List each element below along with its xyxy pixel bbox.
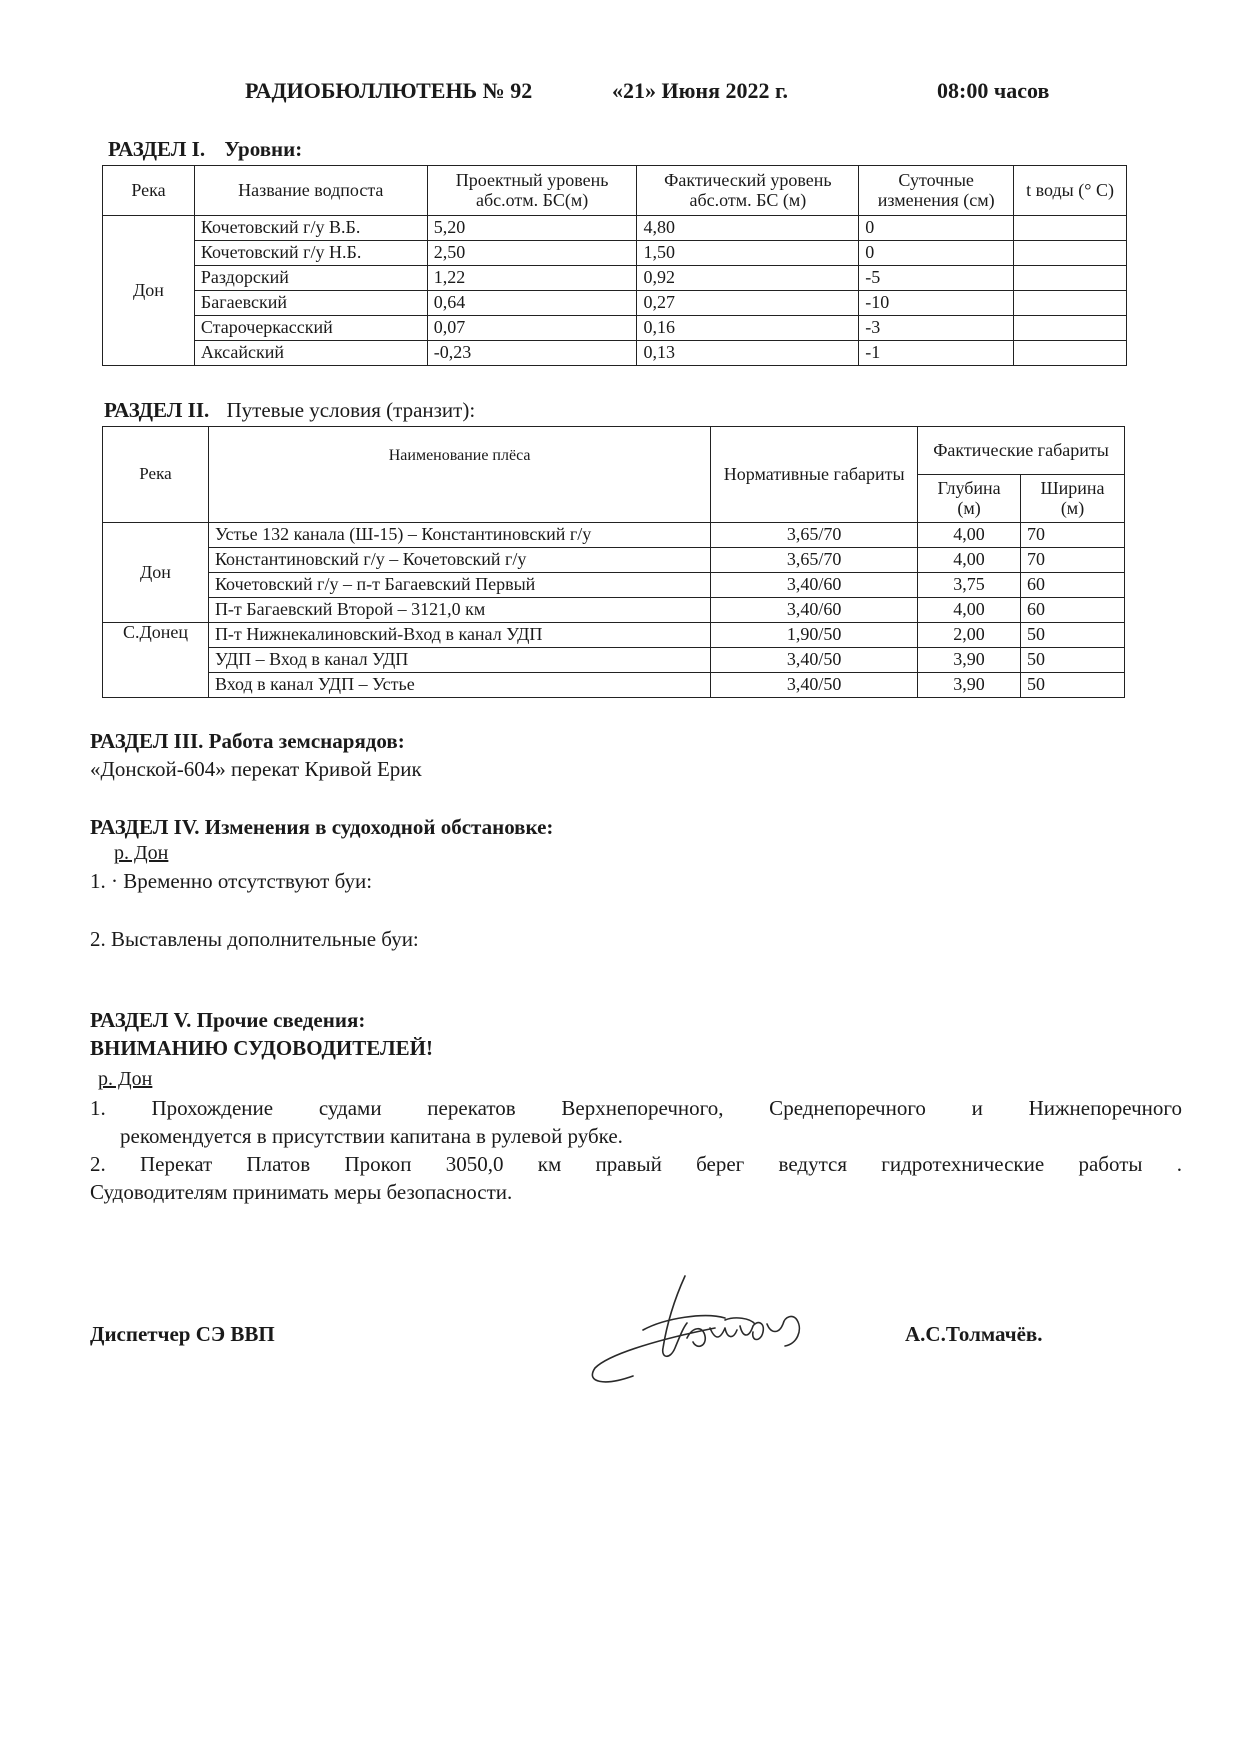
reach-cell: Устье 132 канала (Ш-15) – Константиновский г/у (208, 523, 710, 548)
reach-cell: Константиновский г/у – Кочетовский г/у (208, 548, 710, 573)
col-daily-change: Суточные изменения (см) (859, 166, 1014, 216)
daily-cell: 0 (859, 241, 1014, 266)
width-cell: 70 (1021, 523, 1125, 548)
design-cell: 5,20 (427, 216, 637, 241)
depth-cell: 3,90 (918, 648, 1021, 673)
temp-cell (1014, 216, 1127, 241)
col-river: Река (103, 427, 209, 523)
col-reach: Наименование плёса (208, 427, 710, 523)
temp-cell (1014, 316, 1127, 341)
temp-cell (1014, 291, 1127, 316)
design-cell: -0,23 (427, 341, 637, 366)
reach-cell: П-т Нижнекалиновский-Вход в канал УДП (208, 623, 710, 648)
normative-cell: 3,65/70 (711, 548, 918, 573)
col-river: Река (103, 166, 195, 216)
temp-cell (1014, 241, 1127, 266)
dispatcher-name: А.С.Толмачёв. (905, 1322, 1043, 1346)
post-cell: Старочеркасский (194, 316, 427, 341)
temp-cell (1014, 341, 1127, 366)
actual-cell: 0,92 (637, 266, 859, 291)
daily-cell: -10 (859, 291, 1014, 316)
reach-cell: Вход в канал УДП – Устье (208, 673, 710, 698)
width-cell: 60 (1021, 598, 1125, 623)
section1-label: РАЗДЕЛ I. (108, 137, 206, 161)
daily-cell: 0 (859, 216, 1014, 241)
actual-cell: 0,27 (637, 291, 859, 316)
design-cell: 2,50 (427, 241, 637, 266)
section1-title: Уровни: (224, 137, 303, 161)
levels-header-row (103, 166, 1127, 216)
design-cell: 0,64 (427, 291, 637, 316)
section2-title: Путевые условия (транзит): (226, 398, 476, 422)
col-depth: Глубина (м) (918, 475, 1021, 523)
normative-cell: 3,65/70 (711, 523, 918, 548)
table-row (103, 673, 1125, 698)
table-row (103, 573, 1125, 598)
section4-river: р. Дон (114, 842, 169, 864)
table-row (103, 548, 1125, 573)
table-row (103, 648, 1125, 673)
section2-heading (104, 398, 475, 423)
depth-cell: 3,75 (918, 573, 1021, 598)
section4-item-1: 1. · Временно отсутствуют буи: (90, 869, 373, 893)
section5-item-2-line-2: Судоводителям принимать меры безопасности. (90, 1180, 513, 1204)
section3-text: «Донской-604» перекат Кривой Ерик (90, 757, 422, 781)
col-width: Ширина (м) (1021, 475, 1125, 523)
width-cell: 50 (1021, 648, 1125, 673)
section4-title: РАЗДЕЛ IV. Изменения в судоходной обстановке: (90, 815, 554, 839)
depth-cell: 4,00 (918, 598, 1021, 623)
transit-table (102, 426, 1125, 698)
section4-item-2: 2. Выставлены дополнительные буи: (90, 927, 419, 951)
section5-item-1-line-2: рекомендуется в присутствии капитана в рулевой рубке. (120, 1124, 623, 1148)
temp-cell (1014, 266, 1127, 291)
width-cell: 70 (1021, 548, 1125, 573)
section3-title: РАЗДЕЛ III. Работа земснарядов: (90, 729, 405, 753)
actual-cell: 0,13 (637, 341, 859, 366)
section5-river: р. Дон (98, 1068, 153, 1090)
river-cell: Дон (103, 523, 209, 623)
actual-cell: 4,80 (637, 216, 859, 241)
river-cell: С.Донец (103, 623, 209, 698)
normative-cell: 3,40/50 (711, 648, 918, 673)
normative-cell: 3,40/50 (711, 673, 918, 698)
normative-cell: 3,40/60 (711, 598, 918, 623)
width-cell: 50 (1021, 623, 1125, 648)
river-cell: Дон (103, 216, 195, 366)
design-cell: 0,07 (427, 316, 637, 341)
dispatcher-position: Диспетчер СЭ ВВП (90, 1322, 275, 1346)
table-row (103, 241, 1127, 266)
col-actual-level: Фактический уровень абс.отм. БС (м) (637, 166, 859, 216)
reach-cell: П-т Багаевский Второй – 3121,0 км (208, 598, 710, 623)
depth-cell: 3,90 (918, 673, 1021, 698)
bulletin-title: РАДИОБЮЛЛЮТЕНЬ № 92 (245, 78, 533, 103)
levels-table (102, 165, 1127, 366)
post-cell: Раздорский (194, 266, 427, 291)
post-cell: Кочетовский г/у Н.Б. (194, 241, 427, 266)
table-row (103, 523, 1125, 548)
table-row (103, 623, 1125, 648)
signature-image (575, 1268, 835, 1398)
width-cell: 60 (1021, 573, 1125, 598)
normative-cell: 3,40/60 (711, 573, 918, 598)
daily-cell: -1 (859, 341, 1014, 366)
section2-label: РАЗДЕЛ II. (104, 398, 210, 422)
col-design-level: Проектный уровень абс.отм. БС(м) (427, 166, 637, 216)
col-post: Название водпоста (194, 166, 427, 216)
daily-cell: -3 (859, 316, 1014, 341)
col-water-temp: t воды (° C) (1014, 166, 1127, 216)
signature-stroke (592, 1276, 799, 1382)
col-actual-dimensions: Фактические габариты (918, 427, 1125, 475)
table-row (103, 216, 1127, 241)
table-row (103, 266, 1127, 291)
actual-cell: 1,50 (637, 241, 859, 266)
post-cell: Кочетовский г/у В.Б. (194, 216, 427, 241)
section1-heading (108, 137, 302, 162)
width-cell: 50 (1021, 673, 1125, 698)
reach-cell: Кочетовский г/у – п-т Багаевский Первый (208, 573, 710, 598)
section5-item-1-line-1: 1. Прохождение судами перекатов Верхнепоречного, Среднепоречного и Нижнепоречного (90, 1096, 1182, 1120)
actual-cell: 0,16 (637, 316, 859, 341)
post-cell: Багаевский (194, 291, 427, 316)
depth-cell: 2,00 (918, 623, 1021, 648)
depth-cell: 4,00 (918, 523, 1021, 548)
bulletin-time: 08:00 часов (937, 78, 1050, 103)
section5-item-2-line-1: 2. Перекат Платов Прокоп 3050,0 км правый берег ведутся гидротехнические работы . (90, 1152, 1182, 1176)
transit-header-row (103, 427, 1125, 475)
col-normative: Нормативные габариты (711, 427, 918, 523)
depth-cell: 4,00 (918, 548, 1021, 573)
table-row (103, 598, 1125, 623)
attention-heading: ВНИМАНИЮ СУДОВОДИТЕЛЕЙ! (90, 1036, 433, 1060)
normative-cell: 1,90/50 (711, 623, 918, 648)
table-row (103, 291, 1127, 316)
table-row (103, 316, 1127, 341)
design-cell: 1,22 (427, 266, 637, 291)
section5-title: РАЗДЕЛ V. Прочие сведения: (90, 1008, 366, 1032)
bulletin-date: «21» Июня 2022 г. (612, 78, 789, 103)
reach-cell: УДП – Вход в канал УДП (208, 648, 710, 673)
table-row (103, 341, 1127, 366)
post-cell: Аксайский (194, 341, 427, 366)
daily-cell: -5 (859, 266, 1014, 291)
